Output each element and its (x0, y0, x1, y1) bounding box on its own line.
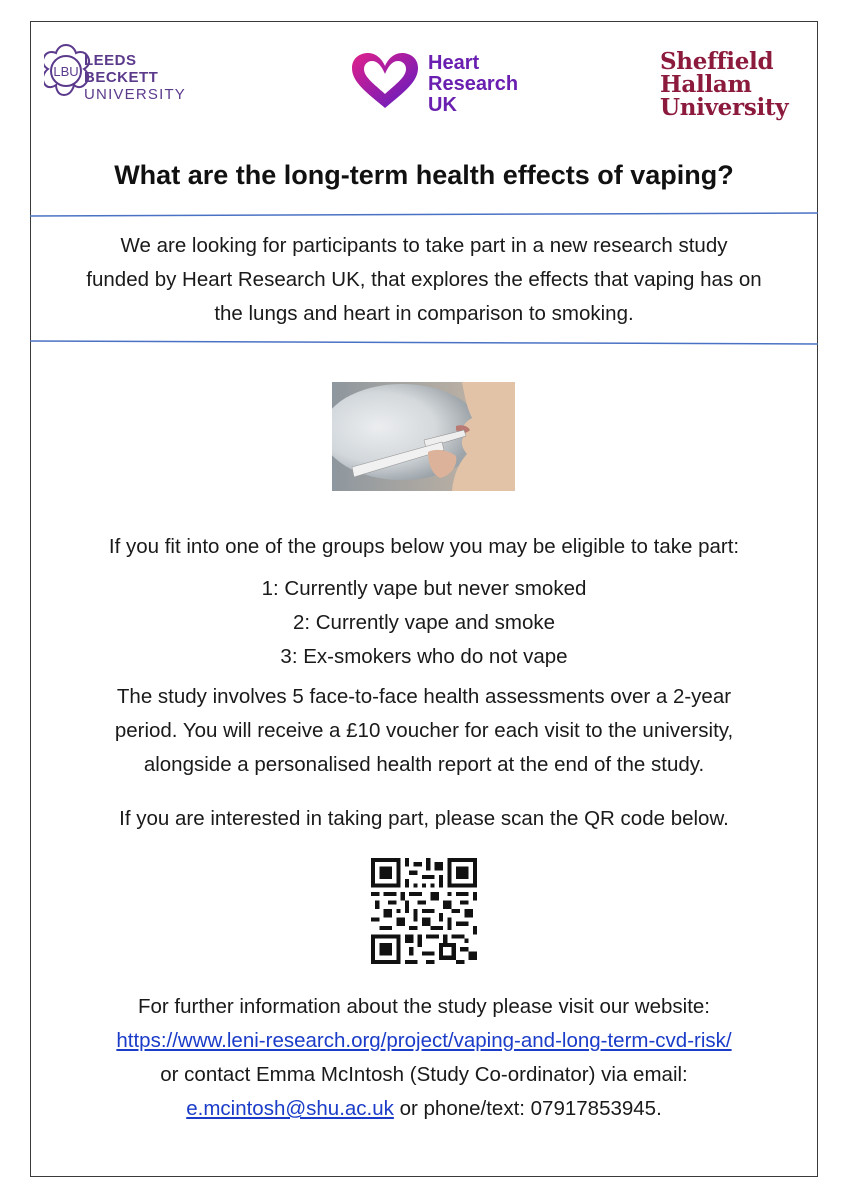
group-item-2: 2: Currently vape and smoke (292, 611, 556, 634)
contact-line3: or contact Emma McIntosh (Study Co-ordinator) via email: (160, 1063, 688, 1086)
study-details (30, 680, 818, 782)
intro-line3: the lungs and heart in comparison to smoking. (214, 302, 634, 325)
study-line2: period. You will receive a £10 voucher for each visit to the university, (114, 719, 734, 742)
lbu-line1: LEEDS (84, 52, 137, 69)
heart-research-uk-wordmark (428, 53, 518, 116)
group-item-1: 1: Currently vape but never smoked (261, 577, 587, 600)
email-link[interactable]: e.mcintosh@shu.ac.uk (186, 1097, 394, 1120)
leeds-beckett-wordmark (84, 52, 186, 103)
phone-text: or phone/text: 07917853945. (393, 1097, 662, 1120)
hruk-line2: Research (428, 73, 519, 95)
group-list (30, 572, 818, 674)
shu-line3: University (660, 94, 789, 121)
shu-line1: Sheffield (660, 48, 774, 75)
hruk-line1: Heart (428, 52, 480, 74)
study-line3: alongside a personalised health report at the end of the study. (143, 753, 705, 776)
vaping-photo (332, 382, 515, 491)
intro-line1: We are looking for participants to take part in a new research study (120, 234, 728, 257)
group-item-3: 3: Ex-smokers who do not vape (280, 645, 568, 668)
contact-line1: For further information about the study please visit our website: (137, 995, 710, 1018)
shu-line2: Hallam (660, 71, 752, 98)
heart-research-uk-logo (346, 50, 424, 114)
qr-prompt: If you are interested in taking part, please scan the QR code below. (119, 807, 729, 830)
intro-line2: funded by Heart Research UK, that explores the effects that vaping has on (86, 268, 762, 291)
lbu-line3: UNIVERSITY (84, 86, 187, 103)
lbu-monogram: LBU (53, 64, 79, 79)
qr-code[interactable] (371, 856, 477, 966)
page-title: What are the long-term health effects of vaping? (114, 160, 734, 190)
divider-bottom (30, 337, 818, 347)
lbu-line2: BECKETT (84, 69, 159, 86)
contact-block (30, 990, 818, 1126)
hruk-line3: UK (428, 94, 457, 116)
divider-top (30, 210, 818, 220)
study-line1: The study involves 5 face-to-face health assessments over a 2-year (116, 685, 732, 708)
heart-icon (352, 53, 418, 108)
contact-line4 (30, 1092, 818, 1126)
eligibility-intro: If you fit into one of the groups below you may be eligible to take part: (108, 535, 740, 558)
intro-paragraph (30, 229, 818, 331)
website-link[interactable]: https://www.leni-research.org/project/vaping-and-long-term-cvd-risk/ (116, 1029, 732, 1052)
sheffield-hallam-logo (660, 50, 788, 119)
